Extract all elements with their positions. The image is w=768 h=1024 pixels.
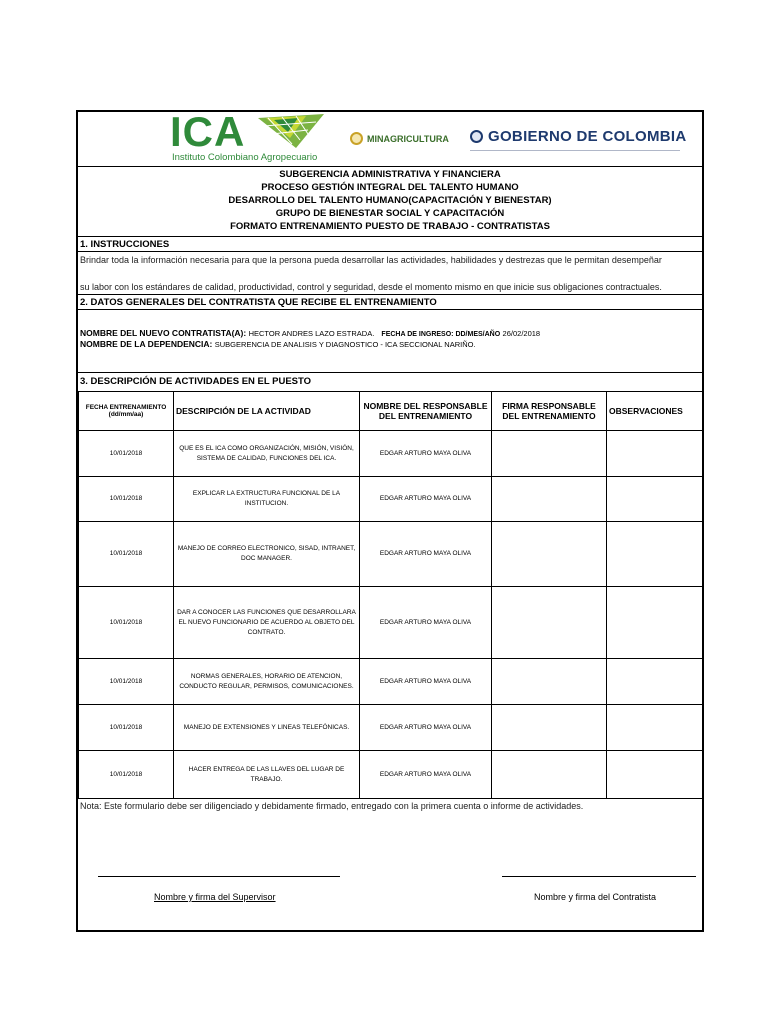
section-actividades-heading: 3. DESCRIPCIÓN DE ACTIVIDADES EN EL PUESTO [78,372,702,392]
form-header [78,108,702,167]
dependencia-row [80,339,476,350]
title-line: SUBGERENCIA ADMINISTRATIVA Y FINANCIERA [279,169,501,180]
title-line: FORMATO ENTRENAMIENTO PUESTO DE TRABAJO - CONTRATISTAS [230,221,550,232]
cell-descripcion: NORMAS GENERALES, HORARIO DE ATENCION, CONDUCTO REGULAR, PERMISOS, COMUNICACIONES. [174,659,360,705]
table-row [79,705,703,751]
table-row [79,477,703,522]
col-fecha-format: (dd/mm/aa) [108,411,144,418]
col-fecha-header [79,392,174,431]
nombre-value: HECTOR ANDRES LAZO ESTRADA. [248,329,375,338]
cell-fecha: 10/01/2018 [79,751,174,799]
cell-fecha: 10/01/2018 [79,431,174,477]
col-fecha-label: FECHA ENTRENAMIENTO [85,404,167,411]
cell-firma[interactable] [492,477,607,522]
training-form [76,110,704,932]
contratista-signature-label: Nombre y firma del Contratista [534,892,657,902]
col-firma-header: FIRMA RESPONSABLE DEL ENTRENAMIENTO [492,392,607,431]
cell-firma[interactable] [492,705,607,751]
cell-fecha: 10/01/2018 [79,477,174,522]
cell-firma[interactable] [492,751,607,799]
title-line: DESARROLLO DEL TALENTO HUMANO(CAPACITACIÓN Y BIENESTAR) [228,195,552,206]
gobierno-text: GOBIERNO DE COLOMBIA [488,128,687,145]
table-row [79,659,703,705]
cell-observaciones[interactable] [607,751,703,799]
dependencia-label: NOMBRE DE LA DEPENDENCIA: [80,339,213,349]
cell-descripcion: EXPLICAR LA EXTRUCTURA FUNCIONAL DE LA INSTITUCION. [174,477,360,522]
table-row [79,522,703,587]
section-datos-heading: 2. DATOS GENERALES DEL CONTRATISTA QUE RECIBE EL ENTRENAMIENTO [78,294,702,310]
cell-observaciones[interactable] [607,431,703,477]
cell-firma[interactable] [492,587,607,659]
dependencia-value: SUBGERENCIA DE ANALISIS Y DIAGNOSTICO - ICA SECCIONAL NARIÑO. [214,340,476,349]
cell-fecha: 10/01/2018 [79,659,174,705]
table-row [79,587,703,659]
cell-descripcion: HACER ENTREGA DE LAS LLAVES DEL LUGAR DE TRABAJO. [174,751,360,799]
instructions-line-2: su labor con los estándares de calidad, productividad, control y seguridad, desde el momento mismo en que inicie sus obligaciones contractuales. [80,282,662,292]
colombia-shield-icon [470,130,483,143]
cell-responsable: EDGAR ARTURO MAYA OLIVA [360,522,492,587]
ica-logo-text: ICA [170,108,246,155]
section-instrucciones-heading: 1. INSTRUCCIONES [78,236,702,252]
cell-fecha: 10/01/2018 [79,587,174,659]
title-line: GRUPO DE BIENESTAR SOCIAL Y CAPACITACIÓN [275,208,505,219]
cell-responsable: EDGAR ARTURO MAYA OLIVA [360,587,492,659]
cell-firma[interactable] [492,431,607,477]
cell-firma[interactable] [492,522,607,587]
form-note: Nota: Este formulario debe ser diligenciado y debidamente firmado, entregado con la primera cuenta o informe de actividades. [80,801,584,811]
cell-fecha: 10/01/2018 [79,705,174,751]
fecha-ingreso-label: FECHA DE INGRESO: DD/MES/AÑO [381,331,501,338]
title-line: PROCESO GESTIÓN INTEGRAL DEL TALENTO HUMANO [261,182,519,193]
gobierno-divider [470,150,680,151]
nombre-label: NOMBRE DEL NUEVO CONTRATISTA(A): [80,328,247,338]
supervisor-signature-line[interactable] [98,876,340,877]
cell-descripcion: MANEJO DE CORREO ELECTRONICO, SISAD, INTRANET, DOC MANAGER. [174,522,360,587]
col-descripcion-header: DESCRIPCIÓN DE LA ACTIVIDAD [174,392,360,431]
table-row [79,751,703,799]
table-row [79,431,703,477]
cell-observaciones[interactable] [607,477,703,522]
col-observaciones-header: OBSERVACIONES [607,392,703,431]
cell-responsable: EDGAR ARTURO MAYA OLIVA [360,431,492,477]
cell-observaciones[interactable] [607,705,703,751]
ica-logo-icon [256,112,326,152]
minagricultura-logo [350,132,449,145]
cell-observaciones[interactable] [607,587,703,659]
fecha-ingreso-value: 26/02/2018 [502,329,541,338]
instructions-line-1: Brindar toda la información necesaria para que la persona pueda desarrollar las actividades, habilidades y destrezas que le permitan desempeñar [80,255,662,265]
ica-logo-subtitle: Instituto Colombiano Agropecuario [172,152,318,163]
cell-responsable: EDGAR ARTURO MAYA OLIVA [360,751,492,799]
minagricultura-text: MINAGRICULTURA [367,133,449,144]
cell-fecha: 10/01/2018 [79,522,174,587]
cell-firma[interactable] [492,659,607,705]
colombia-seal-icon [350,132,363,145]
form-titles [78,168,702,233]
cell-responsable: EDGAR ARTURO MAYA OLIVA [360,659,492,705]
cell-descripcion: QUE ES EL ICA COMO ORGANIZACIÓN, MISIÓN, VISIÓN, SISTEMA DE CALIDAD, FUNCIONES DEL ICA. [174,431,360,477]
cell-responsable: EDGAR ARTURO MAYA OLIVA [360,477,492,522]
cell-responsable: EDGAR ARTURO MAYA OLIVA [360,705,492,751]
cell-observaciones[interactable] [607,522,703,587]
cell-descripcion: DAR A CONOCER LAS FUNCIONES QUE DESARROLLARA EL NUEVO FUNCIONARIO DE ACUERDO AL OBJETO DEL CONTRATO. [174,587,360,659]
contratista-signature-line[interactable] [502,876,696,877]
gobierno-colombia-logo [470,128,687,145]
activities-table [78,391,703,799]
table-header-row [79,392,703,431]
cell-descripcion: MANEJO DE EXTENSIONES Y LINEAS TELEFÓNICAS. [174,705,360,751]
col-responsable-header: NOMBRE DEL RESPONSABLE DEL ENTRENAMIENTO [360,392,492,431]
cell-observaciones[interactable] [607,659,703,705]
supervisor-signature-label: Nombre y firma del Supervisor [154,892,276,902]
